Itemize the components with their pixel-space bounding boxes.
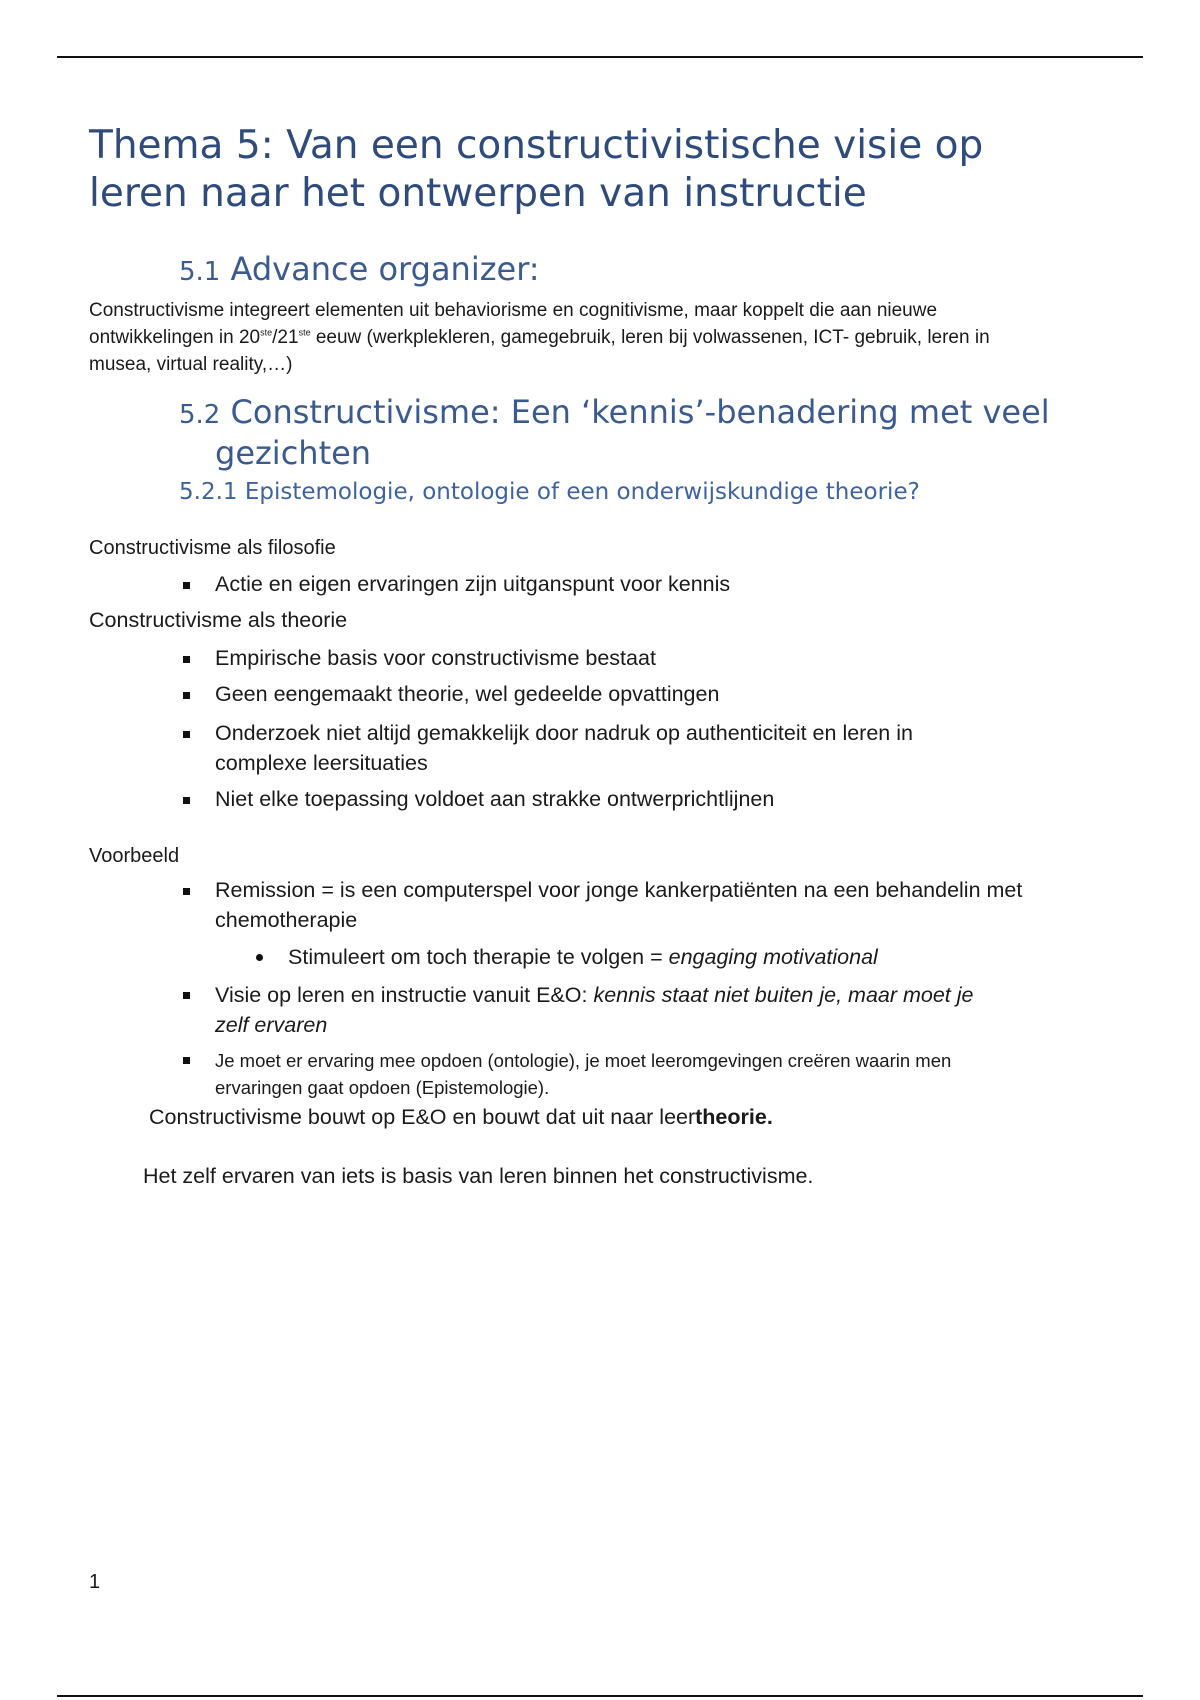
- square-bullet-icon: [183, 731, 190, 738]
- list-item: Geen eengemaakt theorie, wel gedeelde opvattingen: [215, 682, 720, 706]
- list-item: Actie en eigen ervaringen zijn uitganspunt voor kennis: [215, 572, 731, 596]
- advance-organizer-paragraph: [89, 297, 1024, 378]
- list-item: Niet elke toepassing voldoet aan strakke ontwerprichtlijnen: [215, 787, 775, 811]
- list-item: Empirische basis voor constructivisme bestaat: [215, 646, 656, 670]
- page-number: 1: [89, 1571, 101, 1593]
- bottom-rule: [57, 1695, 1143, 1697]
- conclusion-text: Constructivisme bouwt op E&O en bouwt dat uit naar leer: [149, 1105, 696, 1129]
- square-bullet-icon: [183, 656, 190, 663]
- list-item: Onderzoek niet altijd gemakkelijk door nadruk op authenticiteit en leren in complexe leersituaties: [215, 721, 913, 775]
- paragraph-part-1: Constructivisme integreert elementen uit behaviorisme en cognitivisme, maar koppelt die aan nieuwe ontwikkelingen in 20: [89, 300, 938, 348]
- square-bullet-icon: [183, 582, 190, 589]
- superscript-2: ste: [298, 327, 311, 338]
- conclusion-line: [149, 1102, 773, 1132]
- list-item: Remission = is een computerspel voor jonge kankerpatiënten na een behandelin met chemotherapie: [215, 878, 1023, 932]
- paragraph-part-3: eeuw (werkplekleren, gamegebruik, leren bij volwassenen, ICT- gebruik, leren in musea, virtual reality,…): [89, 327, 990, 375]
- heading-5-2-1-text: Epistemologie, ontologie of een onderwijskundige theorie?: [244, 479, 920, 505]
- heading-5-2-1-number: 5.2.1: [179, 479, 238, 505]
- square-bullet-icon: [183, 888, 190, 895]
- item-text: Visie op leren en instructie vanuit E&O:: [215, 983, 594, 1007]
- heading-5-2-text: Constructivisme: Een ‘kennis’-benadering met veel gezichten: [215, 393, 1050, 472]
- sub-item-text: Stimuleert om toch therapie te volgen =: [288, 945, 669, 969]
- superscript-1: ste: [260, 327, 273, 338]
- list-item: [215, 980, 975, 1040]
- heading-5-2-1: [179, 477, 1079, 507]
- item-italic: kennis staat niet buiten je, maar moet je zelf ervaren: [215, 983, 974, 1037]
- page-title: Thema 5: Van een constructivistische visie op leren naar het ontwerpen van instructie: [89, 123, 984, 216]
- heading-5-1: [179, 250, 540, 291]
- closing-line: Het zelf ervaren van iets is basis van leren binnen het constructivisme.: [143, 1164, 814, 1188]
- square-bullet-icon: [183, 1057, 190, 1064]
- sub-list-item: [288, 942, 878, 972]
- square-bullet-icon: [183, 992, 190, 999]
- filosofie-label: Constructivisme als filosofie: [89, 537, 336, 559]
- top-rule: [57, 56, 1143, 58]
- list-item: Je moet er ervaring mee opdoen (ontologie), je moet leeromgevingen creëren waarin men ervaringen gaat opdoen (Epistemologie).: [215, 1050, 952, 1098]
- square-bullet-icon: [183, 797, 190, 804]
- round-bullet-icon: [256, 954, 263, 961]
- heading-5-2-number: 5.2: [179, 400, 221, 430]
- sub-item-italic: engaging motivational: [668, 945, 878, 969]
- heading-5-1-number: 5.1: [179, 257, 221, 287]
- conclusion-bold: theorie.: [695, 1105, 773, 1129]
- paragraph-part-2: /21: [272, 327, 299, 348]
- heading-5-1-text: Advance organizer:: [230, 250, 540, 288]
- voorbeeld-label: Voorbeeld: [89, 845, 180, 867]
- theorie-label: Constructivisme als theorie: [89, 608, 348, 632]
- heading-5-2: [179, 393, 1115, 472]
- square-bullet-icon: [183, 692, 190, 699]
